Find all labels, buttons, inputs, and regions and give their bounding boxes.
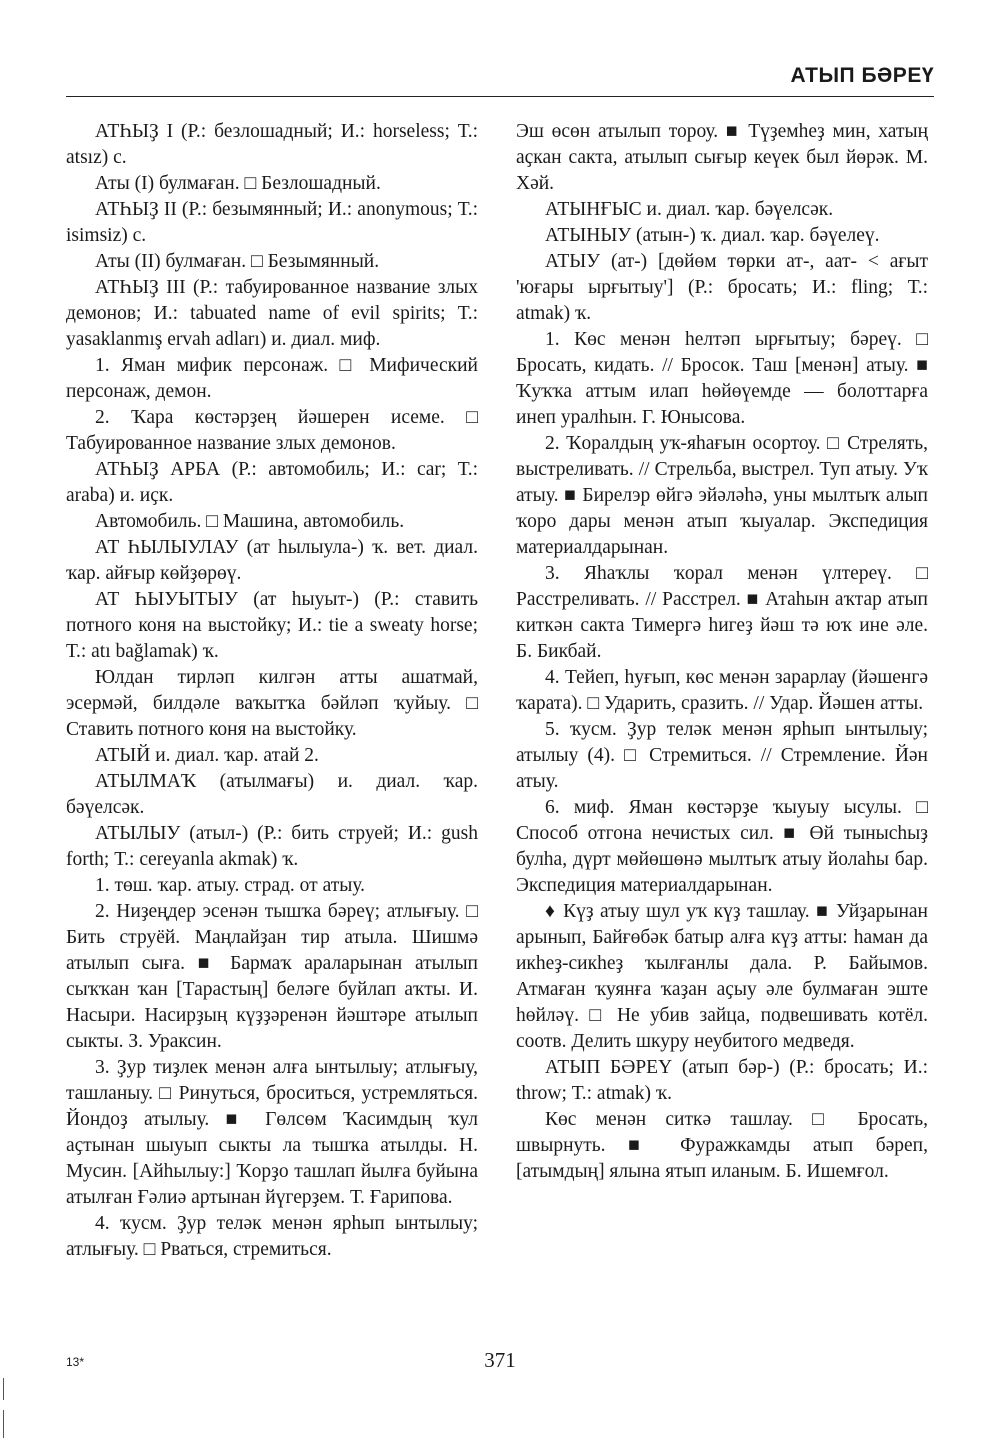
entry-athyz-3-sense-1: 1. Яман мифик персонаж. □ Мифический персонаж, демон. [66,355,478,402]
entry-atyu-sense-6: 6. миф. Яман көстәрҙе ҡыуыу ысулы. □ Способ отгона нечистых сил. ■ Өй тынысһыҙ булһа, дүрт мөйөшөнә мылтыҡ атыу йолаһы бар. Экспедиция материалдарынан. [516,797,928,896]
entry-at-hylyulau: АТ ҺЫЛЫУЛАУ (ат һылыула-) ҡ. вет. диал. ҡар. айғыр көйҙөрөү. [66,537,478,584]
printer-signature: 13* [66,1355,85,1369]
entry-atynyu: АТЫНЫУ (атын-) ҡ. диал. ҡар. бәүелеү. [545,225,880,246]
left-column [66,119,478,1263]
entry-atylyu-sense-4-cont: Эш өсөн атылып тороу. ■ Түҙемһеҙ мин, хатың аҫкан сакта, атылып сығыр кеүек был йөрәк. М. Хәй. [516,121,928,194]
page-number: 371 [484,1348,516,1372]
entry-atyu-sense-4: 4. Тейеп, һуғып, көс менән зарарлау (йәшенгә ҡарата). □ Ударить, сразить. // Удар. Йәшен атты. [516,667,928,714]
entry-athyz-1-def: Аты (I) булмаған. □ Безлошадный. [95,173,381,194]
entry-athyz-arba-def: Автомобиль. □ Машина, автомобиль. [95,511,405,532]
entry-athyz-3-sense-2: 2. Ҡара көстәрҙең йәшерен исеме. □ Табуированное название злых демонов. [66,407,478,454]
entry-atyu-sense-3: 3. Яһаҡлы ҡорал менән үлтереү. □ Расстреливать. // Расстрел. ■ Атаһын аҡтар атып киткән сакта Тимергә һигеҙ йәш тә юҡ ине әле. Б. Бикбай. [516,563,928,662]
entry-atylyu-sense-4: 4. ҡусм. Ҙур теләк менән ярһып ынтылыу; атлығыу. □ Рваться, стремиться. [66,1213,478,1260]
entry-atyu-sense-1: 1. Көс менән һелтәп ырғытыу; бәреү. □ Бросать, кидать. // Бросок. Таш [менән] атыу. ■ Ҡуҡҡа аттым илап һөйөүемде — болоттарға инеп уралһын. Г. Юнысова. [516,329,928,428]
entry-at-hyuytyu-def: Юлдан тирләп килгән атты ашатмай, эсермәй, билдәле ваҡытҡа бәйләп ҡуйыу. □ Ставить потного коня на выстойку. [66,667,478,740]
scan-edge-mark [3,1378,4,1400]
right-column [516,119,928,1185]
entry-athyz-1: АТҺЫҘ I (Р.: безлошадный; И.: horseless; Т.: atsız) с. [66,121,478,168]
running-header-title: АТЫП БӘРЕҮ [790,64,934,87]
scan-edge-mark [3,1410,4,1438]
entry-atylmak: АТЫЛМАҠ (атылмағы) и. диал. ҡар. бәүелсәк. [66,771,478,818]
entry-atylyu: АТЫЛЫУ (атыл-) (Р.: бить струей; И.: gush forth; Т.: cereyanla akmak) ҡ. [66,823,478,870]
entry-atyu-sense-5: 5. ҡусм. Ҙур теләк менән ярһып ынтылыу; атылыу (4). □ Стремиться. // Стремление. Йән атыу. [516,719,928,792]
entry-atyu-sense-2: 2. Ҡоралдың уҡ-яһағын осортоу. □ Стрелять, выстреливать. // Стрельба, выстрел. Туп атыу. Уҡ атыу. ■ Бирелэр өйгә эйәләһә, уны мылтыҡ алып ҡоро дары менән атып ҡыуалар. Экспедиция материалдарынан. [516,433,928,558]
running-header [66,58,934,97]
entry-at-hyuytyu: АТ ҺЫУЫТЫУ (ат һыуыт-) (Р.: ставить потного коня на выстойку; И.: tie a sweaty horse; Т.: atı bağlamak) ҡ. [66,589,478,662]
entry-athyz-2: АТҺЫҘ II (Р.: безымянный; И.: anonymous; Т.: isimsiz) с. [66,199,478,246]
entry-atylyu-sense-1: 1. төш. ҡар. атыу. страд. от атыу. [95,875,366,896]
entry-athyz-arba: АТҺЫҘ АРБА (Р.: автомобиль; И.: car; Т.: araba) и. иҫк. [66,459,478,506]
entry-atyu: АТЫУ (ат-) [дөйөм төрки ат-, аат- < ағыт 'юғары ырғытыу'] (Р.: бросать; И.: fling; Т.: atmak) ҡ. [516,251,928,324]
entry-atyp-bareu-def: Көс менән ситкә ташлау. □ Бросать, швырнуть. ■ Фуражкамды атып бәреп, [атымдың] ялына ятып иланым. Б. Ишемғол. [516,1109,928,1182]
entry-atylyu-sense-2: 2. Ниҙеңдер эсенән тышҡа бәреү; атлығыу. □ Бить струёй. Маңлайҙан тир атыла. Шишмә атылып сыға. ■ Бармаҡ араларынан атылып сыҡҡан ҡан [Тарастың] беләге буйлап аҡты. И. Насыри. Насирҙың күҙҙәренән йәштәре атылып сыкты. З. Ураксин. [66,901,478,1052]
entry-atyy: АТЫЙ и. диал. ҡар. атай 2. [95,745,319,766]
entry-atyu-idioms: ♦ Күҙ атыу шул уҡ күҙ ташлау. ■ Уйҙарынан арынып, Байғөбәк батыр алға күҙ атты: һаман да икһеҙ-сикһеҙ ҡылғанлы дала. Р. Байымов. Атмаған ҡуянға ҡаҙан аҫыу әле булмаған эште һөйләү. □ Не убив зайца, подвешивать котёл. соотв. Делить шкуру неубитого медведя. [516,901,928,1052]
entry-atylyu-sense-3: 3. Ҙур тиҙлек менән алға ынтылыу; атлығыу, ташланыу. □ Ринуться, броситься, устремляться. Йондоҙ атылыу. ■ Гөлсөм Ҡасимдың ҡул аҫтынан шыуып сыкты ла тышҡа атылды. Н. Мусин. [Айһылыу:] Ҡорҙо ташлап йылға буйына атылған Ғәлиә артынан йүгерҙем. Т. Ғарипова. [66,1057,478,1208]
entry-atyp-bareu: АТЫП БӘРЕҮ (атып бәр-) (Р.: бросать; И.: throw; Т.: atmak) ҡ. [516,1057,928,1104]
entry-athyz-2-def: Аты (II) булмаған. □ Безымянный. [95,251,380,272]
entry-athyz-3: АТҺЫҘ III (Р.: табуированное название злых демонов; И.: tabuated name of evil spirits; Т.: yasaklanmış ervah adları) и. диал. миф. [66,277,478,350]
entry-atyngys: АТЫНҒЫС и. диал. ҡар. бәүелсәк. [545,199,834,220]
